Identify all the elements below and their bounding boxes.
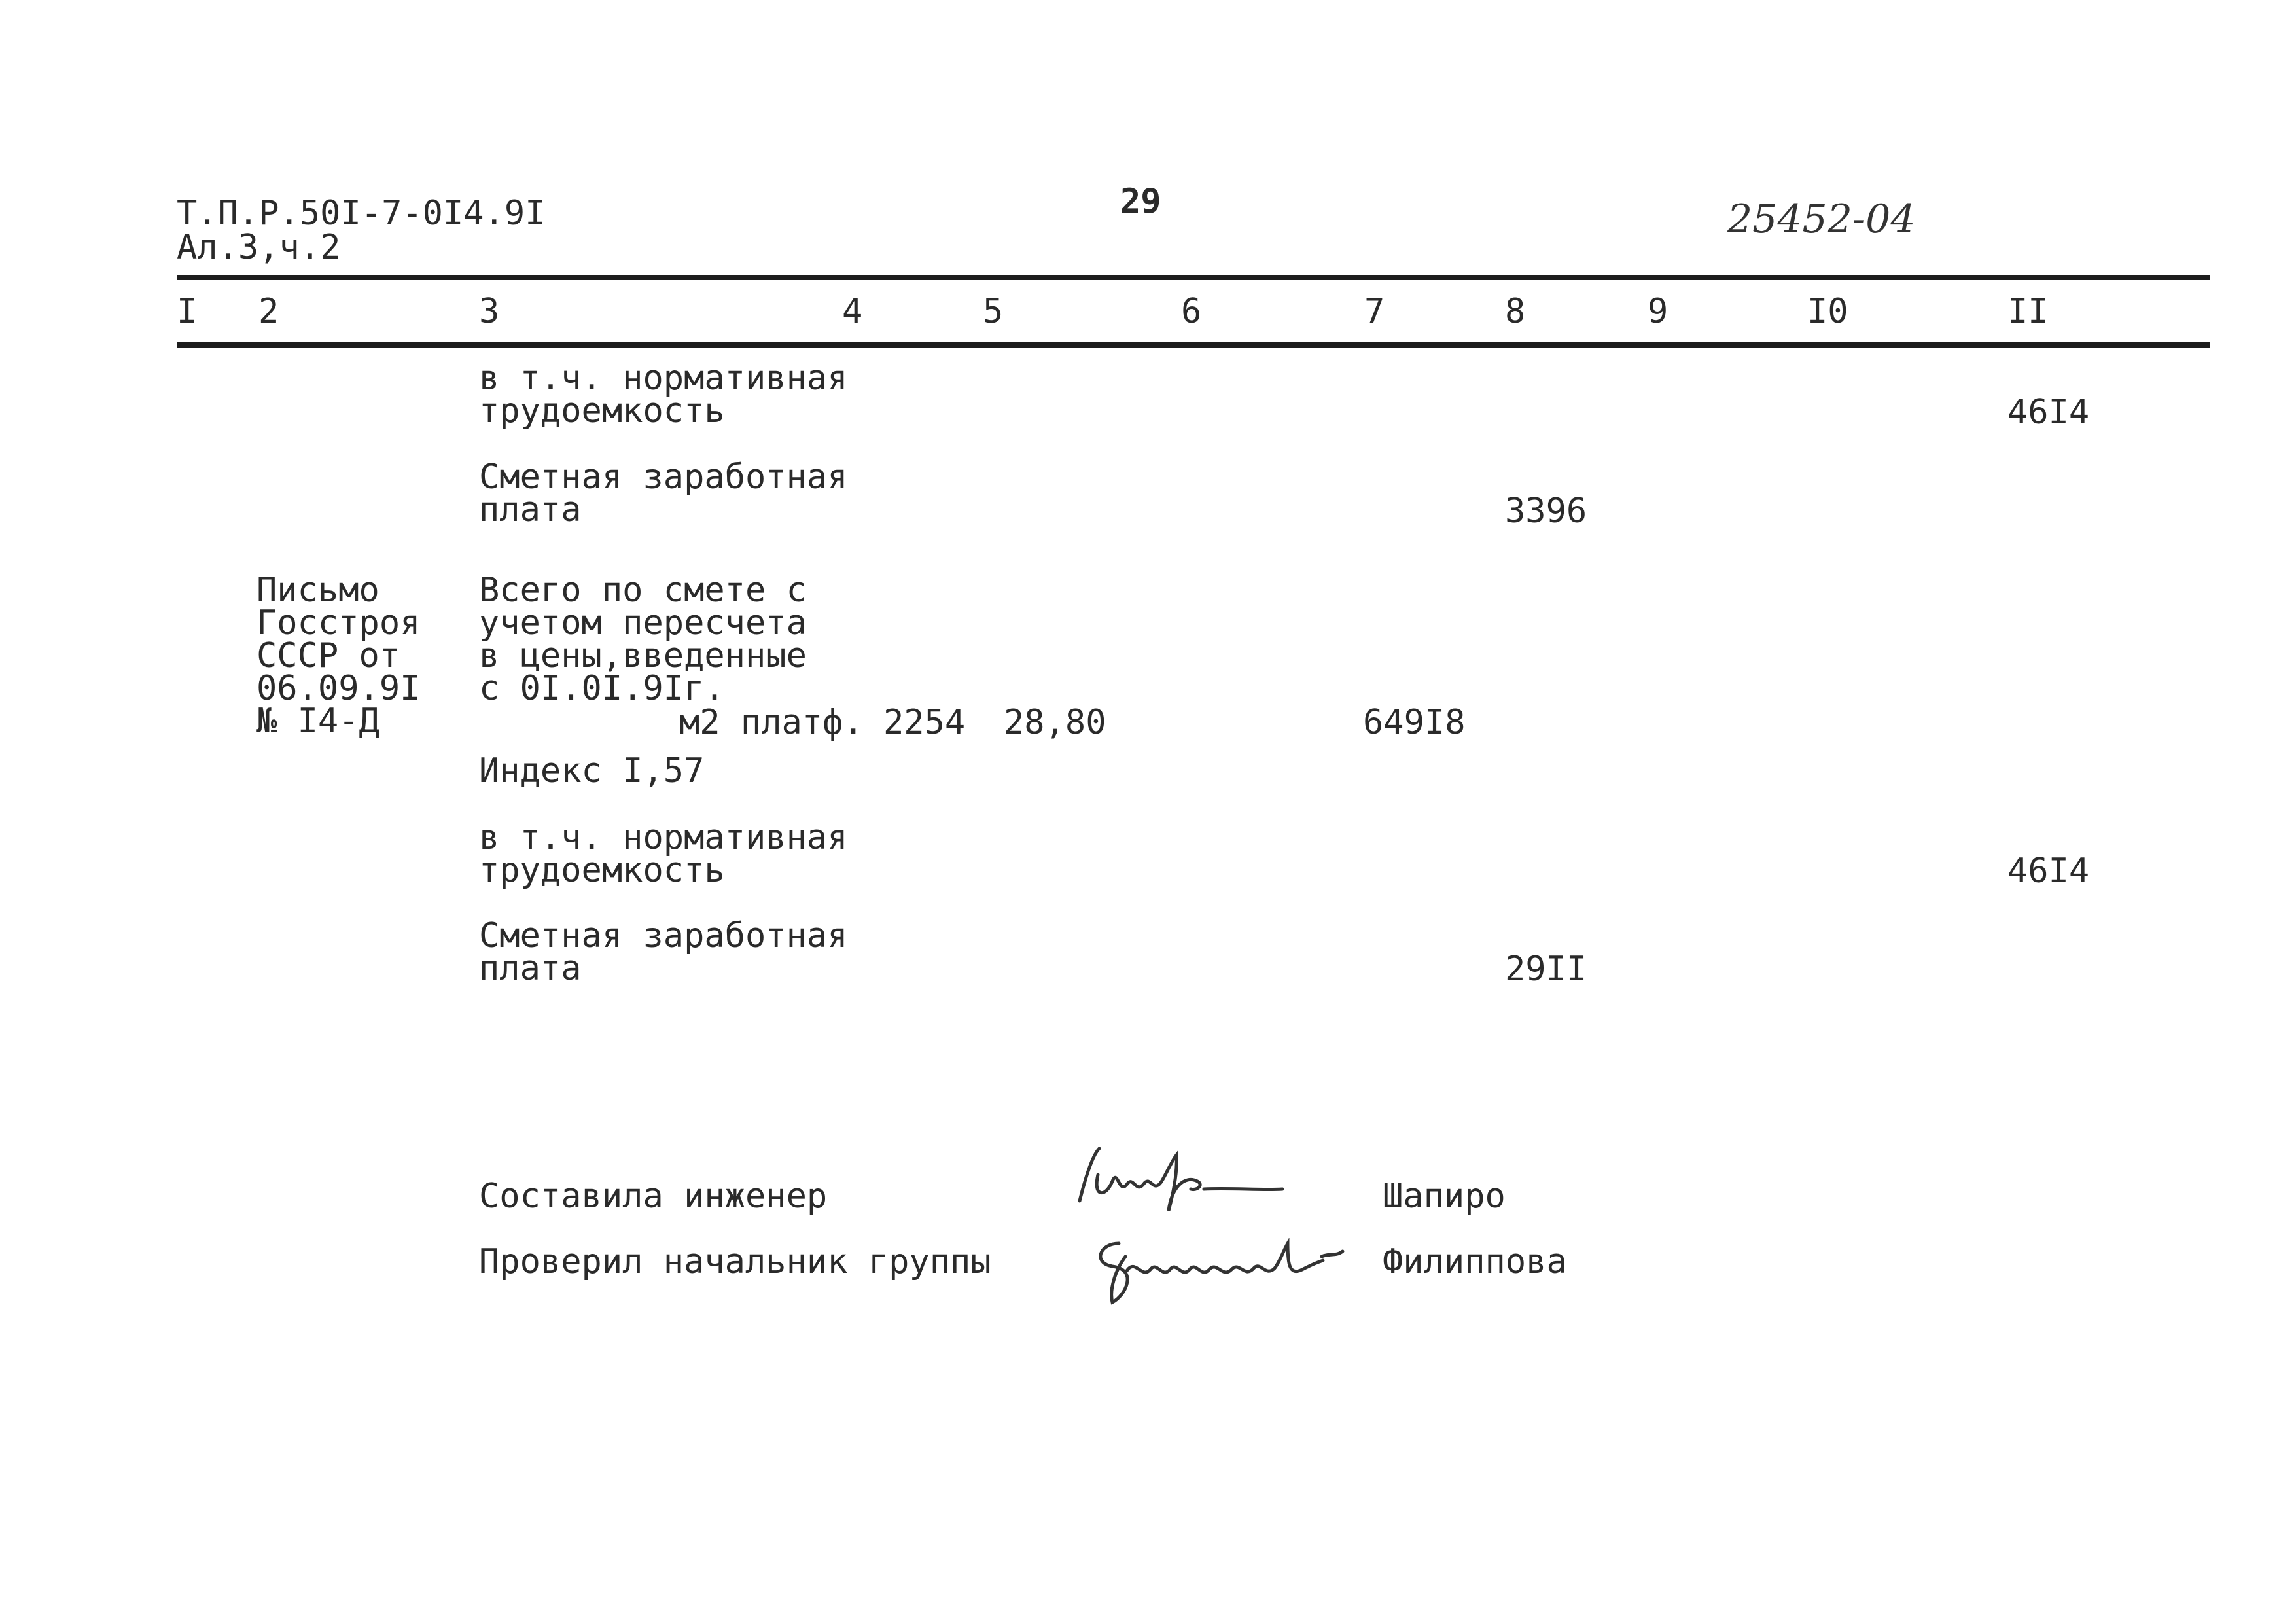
column-header-9: 9 [1648,292,1669,331]
row-value-col5: 28,80 [1004,703,1106,742]
compiled-by-name: Шапиро [1383,1177,1506,1216]
row-description: Индекс I,57 [479,751,705,791]
album-part: Ал.3,ч.2 [177,228,341,267]
column-header-1: I [177,292,198,331]
column-header-2: 2 [258,292,279,331]
row-unit: м2 платф. [679,703,864,742]
checked-by-label: Проверил начальник группы [479,1242,991,1281]
page-number: 29 [1120,182,1161,221]
column-header-5: 5 [983,292,1004,331]
row-value-col8: 3396 [1505,491,1587,531]
row-value-col11: 46I4 [2007,851,2090,891]
row-description: в т.ч. нормативная трудоемкость [479,359,848,431]
row-value-col7: 649I8 [1363,703,1466,742]
column-header-6: 6 [1181,292,1202,331]
row-value-col4: 2254 [883,703,966,742]
column-header-7: 7 [1364,292,1385,331]
document-code: Т.П.Р.50I-7-0I4.9I [177,194,546,233]
table-top-rule [177,275,2210,280]
row-description: в т.ч. нормативная трудоемкость [479,818,848,890]
checked-by-name: Филиппова [1383,1242,1567,1281]
inventory-number: 25452-04 [1727,196,1916,242]
column-header-11: II [2007,292,2049,331]
row-basis: Письмо Госстроя СССР от 06.09.9I № I4-Д [256,571,421,741]
checked-signature [1080,1217,1354,1309]
column-header-3: 3 [479,292,500,331]
row-value-col8: 29II [1505,950,1587,989]
row-description: Сметная заработная плата [479,457,848,529]
column-header-4: 4 [842,292,863,331]
row-description: Всего по смете с учетом пересчета в цены,введенные с 0I.0I.9Iг. [479,571,807,708]
column-header-10: I0 [1807,292,1848,331]
compiled-signature [1073,1135,1289,1214]
compiled-by-label: Составила инженер [479,1177,828,1216]
column-header-8: 8 [1505,292,1526,331]
row-description: Сметная заработная плата [479,916,848,988]
row-value-col11: 46I4 [2007,393,2090,432]
table-header-rule [177,342,2210,348]
